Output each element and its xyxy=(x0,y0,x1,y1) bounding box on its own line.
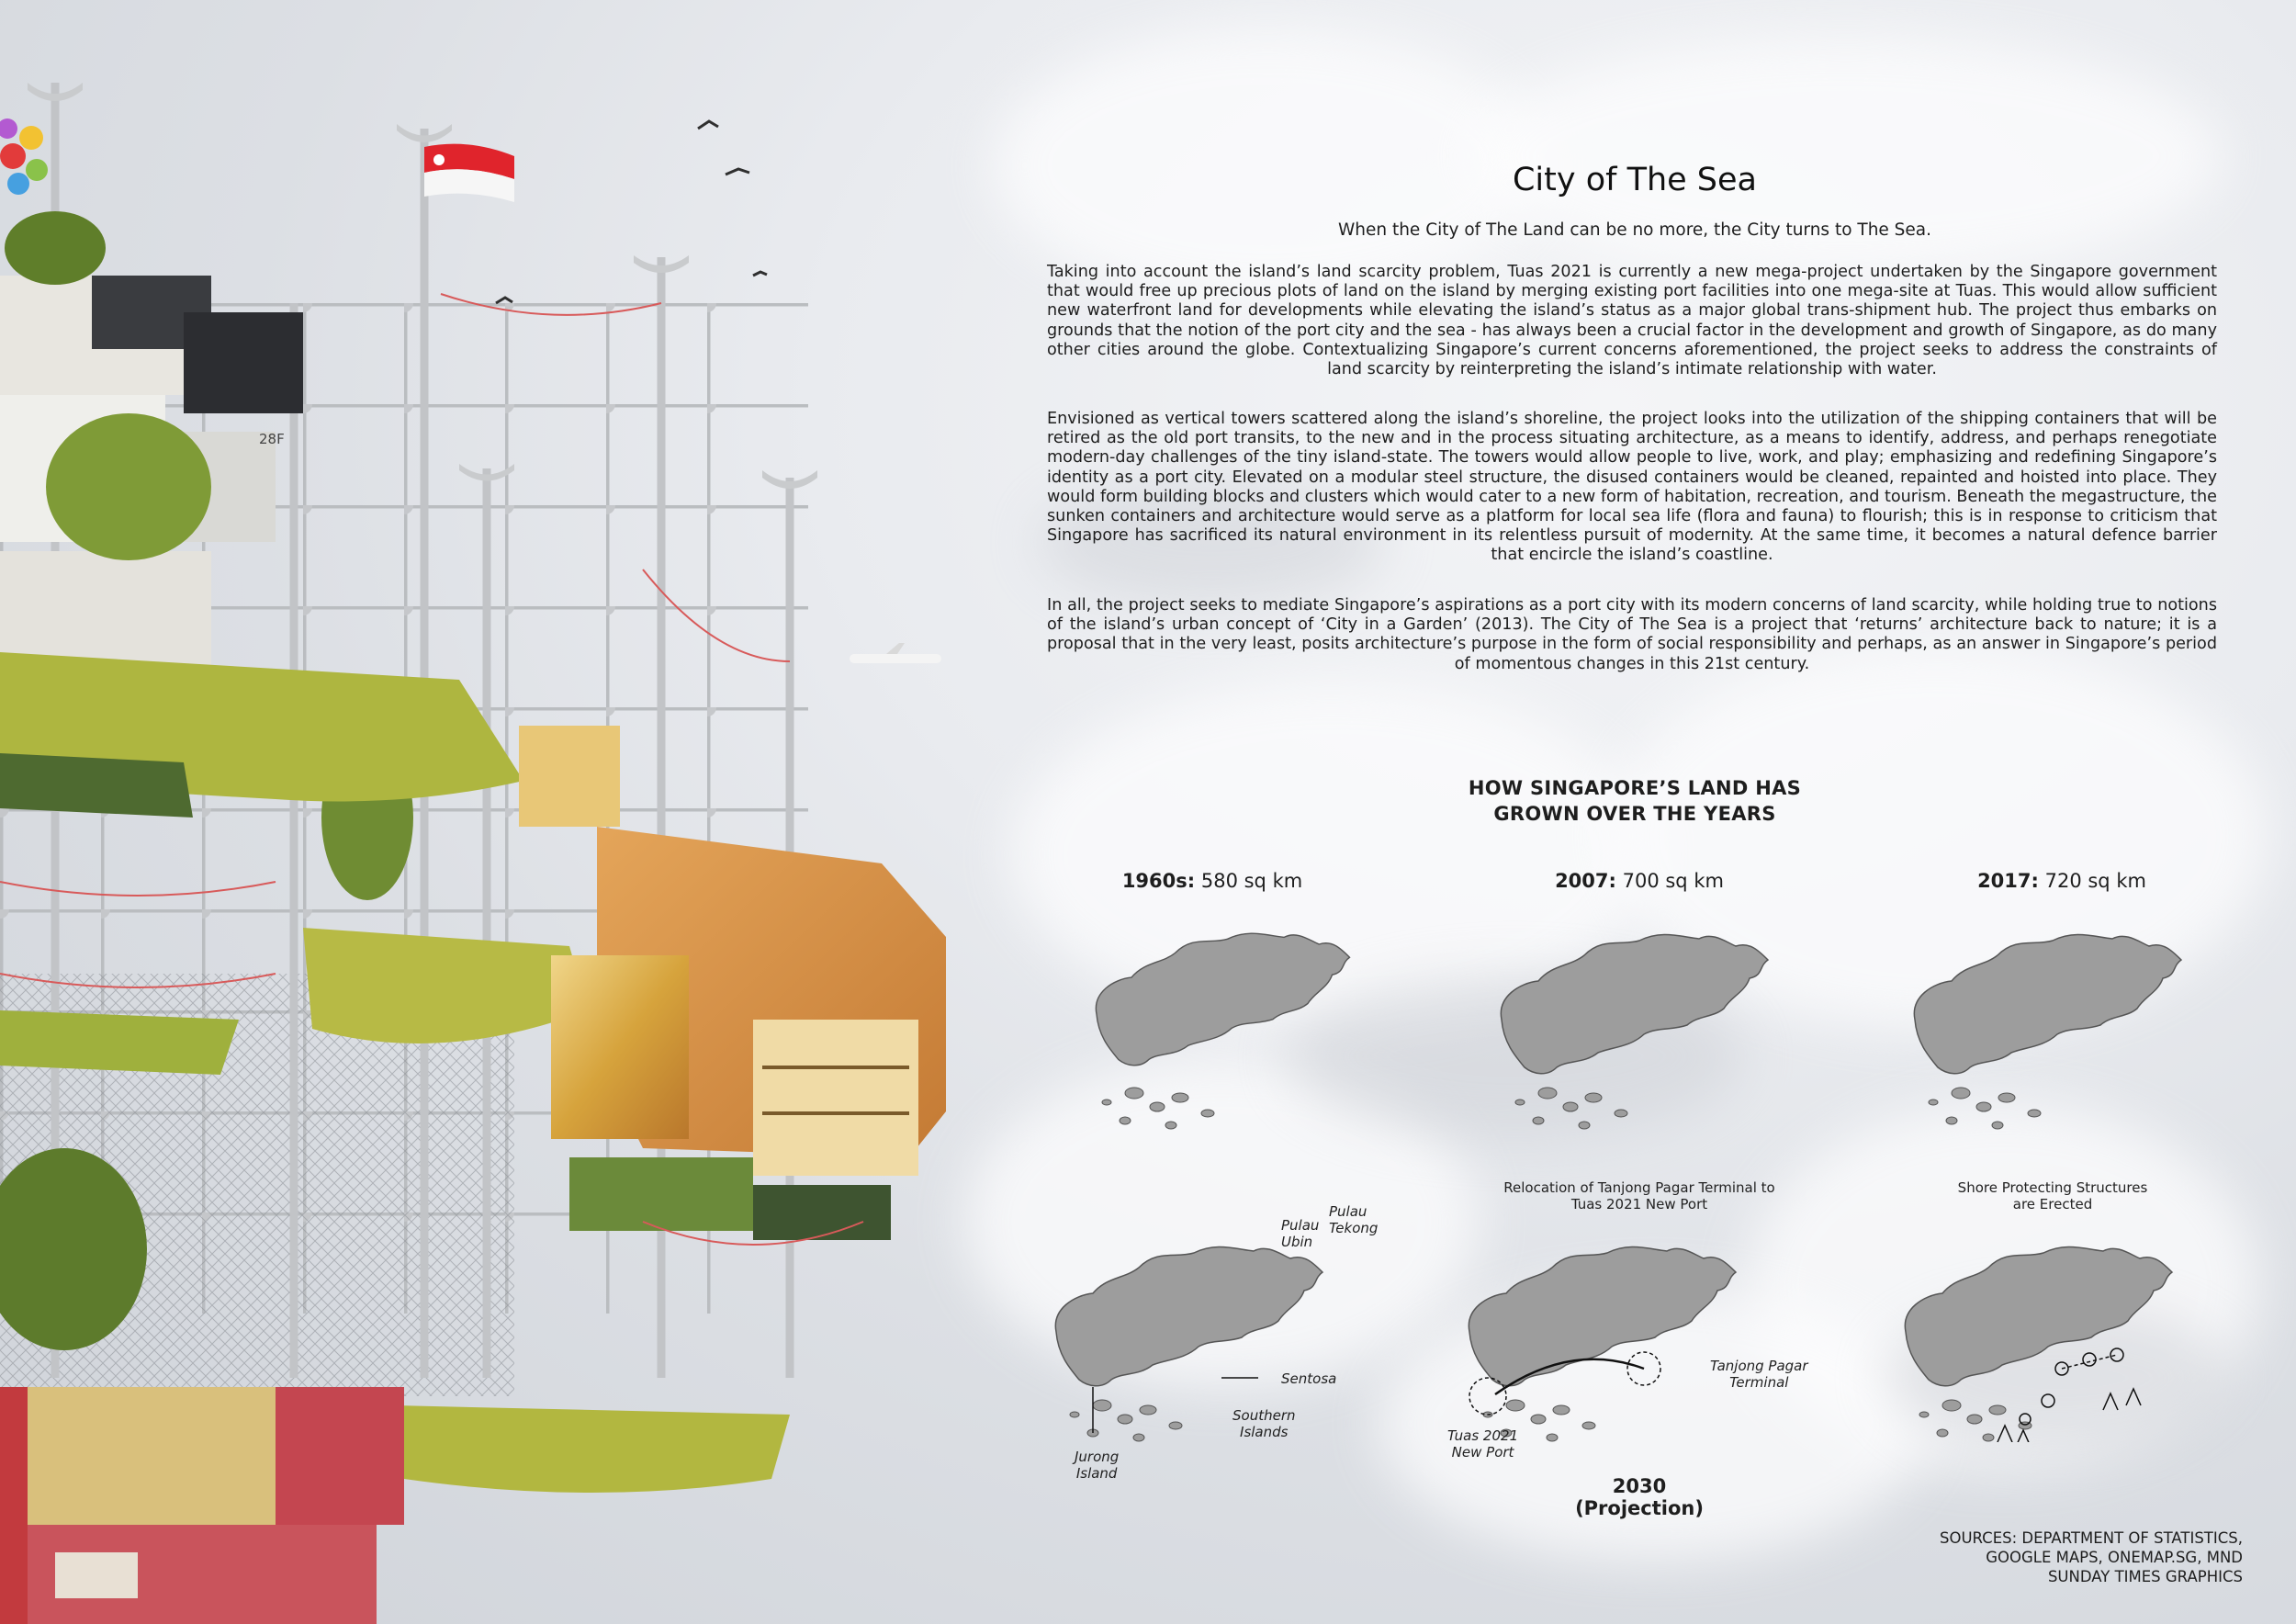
label-tanjong-pagar-terminal: Tanjong Pagar Terminal xyxy=(1710,1358,1808,1391)
balloons xyxy=(0,118,48,195)
land-growth-heading: HOW SINGAPORE’S LAND HAS GROWN OVER THE YEARS xyxy=(1468,777,1802,825)
map-2030-islands xyxy=(1038,1222,1341,1442)
page-title: City of The Sea xyxy=(1512,162,1757,198)
map-2030-relocation xyxy=(1451,1222,1754,1442)
tower-collage-illustration xyxy=(0,0,974,1624)
concept-paragraph: Envisioned as vertical towers scattered along the island’s shoreline, the project looks into the utilization of the shipping containers that will be retired as the old port transits, to the new and in the process situating architecture, as a means to identify, address, and perhaps renegotiate modern-day challenges of the tiny island-state. The towers would allow people to live, work, and play; emphasizing and redefining Singapore’s identity as a port city. Elevated on a modular steel structure, the disused containers would be cleaned, repainted and hoisted into place. They would form building blocks and clusters which would cater to a new form of habitation, recreation, and tourism. Beneath the megastructure, the sunken containers and architecture would serve as a platform for local sea life (flora and fauna) to flourish; this is in response to criticism that Singapore has sacrificed its natural environment in its relentless pursuit of modernity. At the same time, it becomes a natural defence barrier that encircle the island’s coastline. xyxy=(1047,410,2217,565)
year-label-1960s: 1960s: 580 sq km xyxy=(1121,870,1303,892)
projection-label: 2030 (Projection) xyxy=(1575,1475,1704,1519)
birds xyxy=(496,121,767,303)
lower-containers xyxy=(0,1387,404,1624)
map-2030-shore-protection xyxy=(1887,1222,2190,1442)
caption-shore-protection: Shore Protecting Structures are Erected xyxy=(1957,1179,2148,1212)
page-subtitle: When the City of The Land can be no more, the City turns to The Sea. xyxy=(1337,220,1932,240)
map-2007 xyxy=(1483,909,1786,1130)
map-2017 xyxy=(1896,909,2200,1130)
label-tuas-new-port: Tuas 2021 New Port xyxy=(1447,1427,1519,1460)
label-sentosa: Sentosa xyxy=(1281,1370,1337,1387)
year-label-2007: 2007: 700 sq km xyxy=(1555,870,1724,892)
label-pulau-ubin: Pulau Ubin xyxy=(1281,1217,1320,1250)
airplane xyxy=(850,643,941,663)
conclusion-paragraph: In all, the project seeks to mediate Singapore’s aspirations as a port city with its modern concerns of land scarcity, while holding true to notions of the island’s urban concept of ‘City in a Garden’ (2013). The City of The Sea is a project that ‘returns’ architecture back to nature; it is a proposal that in the very least, posits architecture’s purpose in the form of social responsibility and perhaps, as an answer in Singapore’s period of momentous changes in this 21st century. xyxy=(1047,596,2217,673)
year-label-2017: 2017: 720 sq km xyxy=(1977,870,2146,892)
floor-label: 28F xyxy=(259,431,285,447)
sources-note: SOURCES: DEPARTMENT OF STATISTICS, GOOGLE MAPS, ONEMAP.SG, MND SUNDAY TIMES GRAPHICS xyxy=(1940,1529,2243,1585)
caption-relocation: Relocation of Tanjong Pagar Terminal to Tuas 2021 New Port xyxy=(1503,1179,1775,1212)
singapore-flag xyxy=(424,144,514,202)
label-jurong-island: Jurong Island xyxy=(1075,1449,1120,1482)
label-southern-islands: Southern Islands xyxy=(1232,1407,1296,1440)
intro-paragraph: Taking into account the island’s land scarcity problem, Tuas 2021 is currently a new mega-project undertaken by the Singapore government that would free up precious plots of land on the island by merging existing port facilities into one mega-site at Tuas. This would allow sufficient new waterfront land for developments while elevating the island’s status as a major global trans-shipment hub. The project thus embarks on grounds that the notion of the port city and the sea - has always been a crucial factor in the development and growth of Singapore, as do many other cities around the globe. Contextualizing Singapore’s current concerns aforementioned, the project seeks to address the constraints of land scarcity by reinterpreting the island’s intimate relationship with water. xyxy=(1047,263,2217,379)
label-pulau-tekong: Pulau Tekong xyxy=(1329,1203,1379,1236)
map-1960s xyxy=(1070,909,1373,1130)
